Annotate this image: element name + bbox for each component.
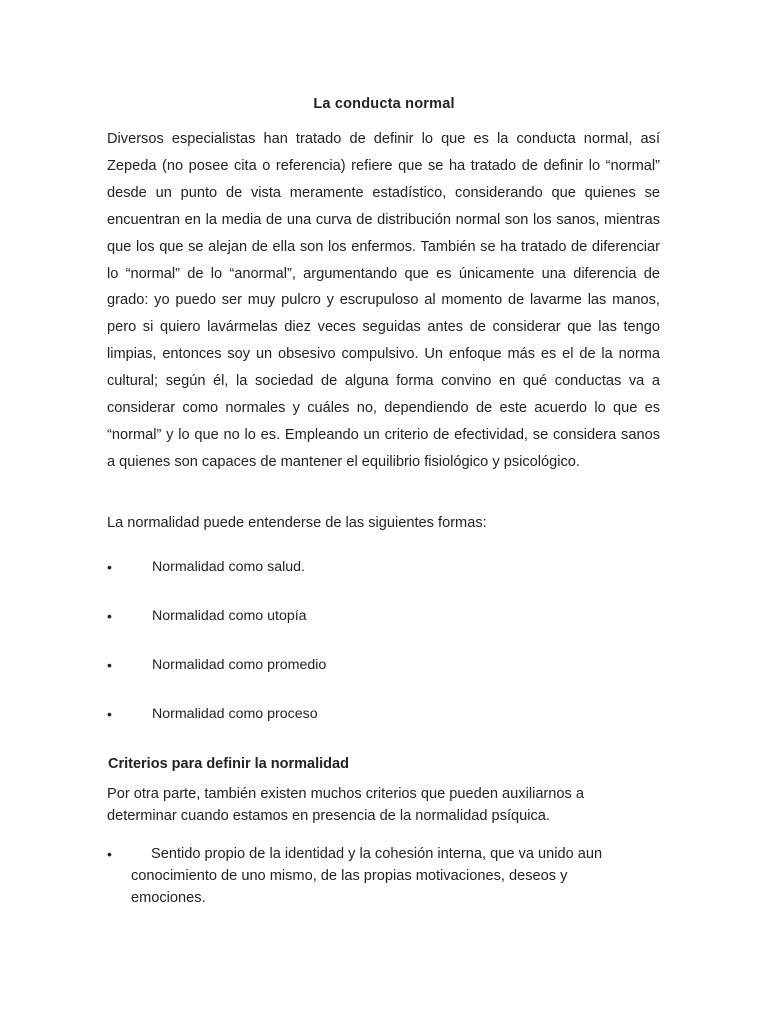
bullet-icon: •	[107, 559, 112, 575]
list-item	[107, 654, 660, 703]
forms-intro-paragraph: La normalidad puede entenderse de las siguientes formas:	[107, 515, 487, 531]
list-item-text: Normalidad como utopía	[152, 608, 307, 624]
bullet-icon: •	[107, 846, 112, 862]
bullet-icon: •	[107, 657, 112, 673]
list-item-text: Normalidad como salud.	[152, 559, 305, 575]
list-item	[107, 703, 660, 752]
section-heading: Criterios para definir la normalidad	[108, 756, 349, 772]
list-item	[107, 605, 660, 654]
list-item-text: Normalidad como proceso	[152, 706, 318, 722]
criterios-list	[107, 843, 607, 909]
list-item-text: Sentido propio de la identidad y la cohesión interna, que va unido aun conocimiento de uno mismo, de las propias motivaciones, deseos y emociones.	[131, 846, 603, 906]
bullet-icon: •	[107, 608, 112, 624]
document-title: La conducta normal	[313, 96, 455, 112]
list-item	[107, 556, 660, 605]
intro-paragraph: Diversos especialistas han tratado de definir lo que es la conducta normal, así Zepeda (no posee cita o referencia) refiere que se ha tratado de definir lo “normal” desde un punto de vista meramente estadístico, considerando que quienes se encuentran en la media de una curva de distribución normal son los sanos, mientras que los que se alejan de ella son los enfermos. También se ha tratado de diferenciar lo “normal” de lo “anormal”, argumentando que es únicamente una diferencia de grado: yo puedo ser muy pulcro y escrupuloso al momento de lavarme las manos, pero si quiero lavármelas diez veces seguidas antes de considerar que las tengo limpias, entonces soy un obsesivo compulsivo. Un enfoque más es el de la norma cultural; según él, la sociedad de alguna forma convino en qué conductas va a considerar como normales y cuáles no, dependiendo de este acuerdo lo que es “normal” y lo que no lo es. Empleando un criterio de efectividad, se considera sanos a quienes son capaces de mantener el equilibrio fisiológico y psicológico.	[107, 131, 660, 470]
criteria-intro-paragraph: Por otra parte, también existen muchos criterios que pueden auxiliarnos a determinar cuando estamos en presencia de la normalidad psíquica.	[107, 786, 584, 824]
list-item	[107, 843, 607, 909]
bullet-icon: •	[107, 706, 112, 722]
list-item-text: Normalidad como promedio	[152, 657, 327, 673]
normalidad-list	[107, 556, 660, 752]
